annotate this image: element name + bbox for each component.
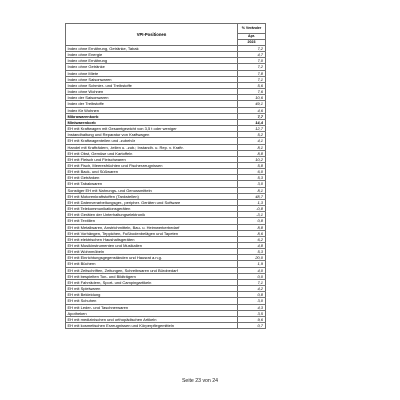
row-value: 8,6 [238, 230, 266, 236]
row-value: 4,0 [238, 267, 266, 273]
row-value: 8,1 [238, 144, 266, 150]
row-label: Index ohne Ernährung [66, 58, 238, 64]
row-label: Index ohne Getränke [66, 64, 238, 70]
row-value: 5,2 [238, 132, 266, 138]
row-value: 3,0 [238, 181, 266, 187]
row-label: Index ohne Energie [66, 52, 238, 58]
row-label: EH mit Fahrrädern, Sport- und Campingartikeln [66, 279, 238, 285]
row-value: 7,2 [238, 46, 266, 52]
column-header-change: % Veränder [238, 24, 266, 34]
row-value: 0,7 [238, 323, 266, 329]
row-value: 1,3 [238, 199, 266, 205]
row-label: EH mit Tabakwaren [66, 181, 238, 187]
row-label: EH mit Kraftwagenteilen und -zubehör [66, 138, 238, 144]
row-label: EH mit Geräten der Unterhaltungselektronik [66, 212, 238, 218]
row-value: 4,1 [238, 138, 266, 144]
row-label: Index der Treibstoffe [66, 101, 238, 107]
row-value: 5,6 [238, 82, 266, 88]
row-label: Index der Saisonwaren [66, 95, 238, 101]
row-value: 7,8 [238, 70, 266, 76]
row-value: 5,8 [238, 162, 266, 168]
row-value: -0,8 [238, 206, 266, 212]
row-label: Index ohne Saisonwaren [66, 76, 238, 82]
row-label: Instandhaltung und Reparatur von Kraftwagen [66, 132, 238, 138]
row-value: 6,2 [238, 236, 266, 242]
row-label: EH mit Datenverarbeitungsger., peripher. Geräten und Software [66, 199, 238, 205]
row-label: Sonstiger EH mit Nahrungs- und Genussmitteln [66, 187, 238, 193]
row-label: Apotheken [66, 310, 238, 316]
row-value: 5,3 [238, 175, 266, 181]
row-value: 8,8 [238, 150, 266, 156]
row-label: EH mit Textilien [66, 218, 238, 224]
row-label: Mikrowarenkorb [66, 113, 238, 119]
row-value: 8,8 [238, 224, 266, 230]
page-number: Seite 23 von 24 [181, 378, 219, 384]
row-value: 14,4 [238, 119, 266, 125]
table-header-row [66, 24, 266, 34]
row-value: 3,5 [238, 310, 266, 316]
row-value: 48,7 [238, 193, 266, 199]
row-value: 8,1 [238, 187, 266, 193]
row-value: 20,0 [238, 255, 266, 261]
row-value: -3,1 [238, 212, 266, 218]
row-value: 5,3 [238, 249, 266, 255]
row-value: 4,7 [238, 52, 266, 58]
row-label: EH mit Metallwaren, Anstrichmitteln, Bau- u. Heimwerkerbedarf [66, 224, 238, 230]
row-value: 1,9 [238, 261, 266, 267]
row-label: EH mit Zeitschriften, Zeitungen, Schreibwaren und Bürobedarf [66, 267, 238, 273]
row-value: 6,0 [238, 169, 266, 175]
row-label: EH mit Vorhängen, Teppichen, Fußbodenbelägen und Tapeten [66, 230, 238, 236]
row-label: EH mit elektrischen Haushaltsgeräten [66, 236, 238, 242]
row-label: EH mit bespielten Ton- und Bildträgern [66, 273, 238, 279]
row-label: EH mit Obst, Gemüse und Kartoffeln [66, 150, 238, 156]
row-label: EH mit Wohnmöbeln [66, 249, 238, 255]
vpi-table [65, 23, 266, 329]
row-value: 0,0 [238, 273, 266, 279]
row-label: EH mit Fleisch und Fleischwaren [66, 156, 238, 162]
row-label: Miniwarenkorb [66, 119, 238, 125]
row-label: EH mit medizinischen und orthopädischen Artikeln [66, 316, 238, 322]
row-label: EH mit Motorenkraftstoffen (Tankstellen) [66, 193, 238, 199]
row-label: Handel mit Krafträdern, -teilen u. -zub.; Instandh. u. Rep. v. Kraftr. [66, 144, 238, 150]
row-label: EH mit Kraftwagen mit Gesamtgewicht von 3,5 t oder weniger [66, 126, 238, 132]
row-label: EH mit Bekleidung [66, 292, 238, 298]
row-label: EH mit Fisch, Meeresfrüchten und Fischerzeugnissen [66, 162, 238, 168]
row-value: 7,0 [238, 58, 266, 64]
row-value: 12,7 [238, 126, 266, 132]
row-label: EH mit Getränken [66, 175, 238, 181]
row-label: EH mit Spielwaren [66, 286, 238, 292]
row-value: 10,6 [238, 95, 266, 101]
row-label: EH mit Telekommunikationsgeräten [66, 206, 238, 212]
row-value: 4,3 [238, 304, 266, 310]
row-value: 4,6 [238, 107, 266, 113]
row-label: EH mit Musikinstrumenten und Musikalien [66, 243, 238, 249]
row-label: EH mit Einrichtungsgegenständen und Hausrat a.n.g. [66, 255, 238, 261]
row-value: 49,1 [238, 101, 266, 107]
row-label: EH mit Schuhen [66, 298, 238, 304]
row-value: 9,6 [238, 316, 266, 322]
row-value: 7,7 [238, 113, 266, 119]
row-label: Index ohne Miete [66, 70, 238, 76]
row-value: 7,2 [238, 64, 266, 70]
row-label: Index für Wohnen [66, 107, 238, 113]
row-label: EH mit Leder- und Taschnerwaren [66, 304, 238, 310]
column-header-positions: VPI-Positionen [66, 24, 238, 46]
row-label: Index ohne Schmier- und Treibstoffe [66, 82, 238, 88]
row-value: 4,8 [238, 243, 266, 249]
row-label: EH mit kosmetischen Erzeugnissen und Körperpflegemitteln [66, 323, 238, 329]
row-value: 3,0 [238, 298, 266, 304]
row-label: EH mit Back- und Süßwaren [66, 169, 238, 175]
table-row [66, 323, 266, 329]
row-value: 10,2 [238, 156, 266, 162]
column-header-year: 2023 [238, 40, 266, 46]
column-header-month: Apr. [238, 34, 266, 40]
row-label: EH mit Büchern [66, 261, 238, 267]
row-value: 7,1 [238, 76, 266, 82]
row-label: Index ohne Ernährung, Getränke, Tabak [66, 46, 238, 52]
table-body [66, 46, 266, 329]
row-value: 0,8 [238, 218, 266, 224]
row-value: 0,8 [238, 292, 266, 298]
row-value: 7,1 [238, 279, 266, 285]
row-value: 4,2 [238, 286, 266, 292]
row-label: Index ohne Wohnen [66, 89, 238, 95]
row-value: 7,6 [238, 89, 266, 95]
